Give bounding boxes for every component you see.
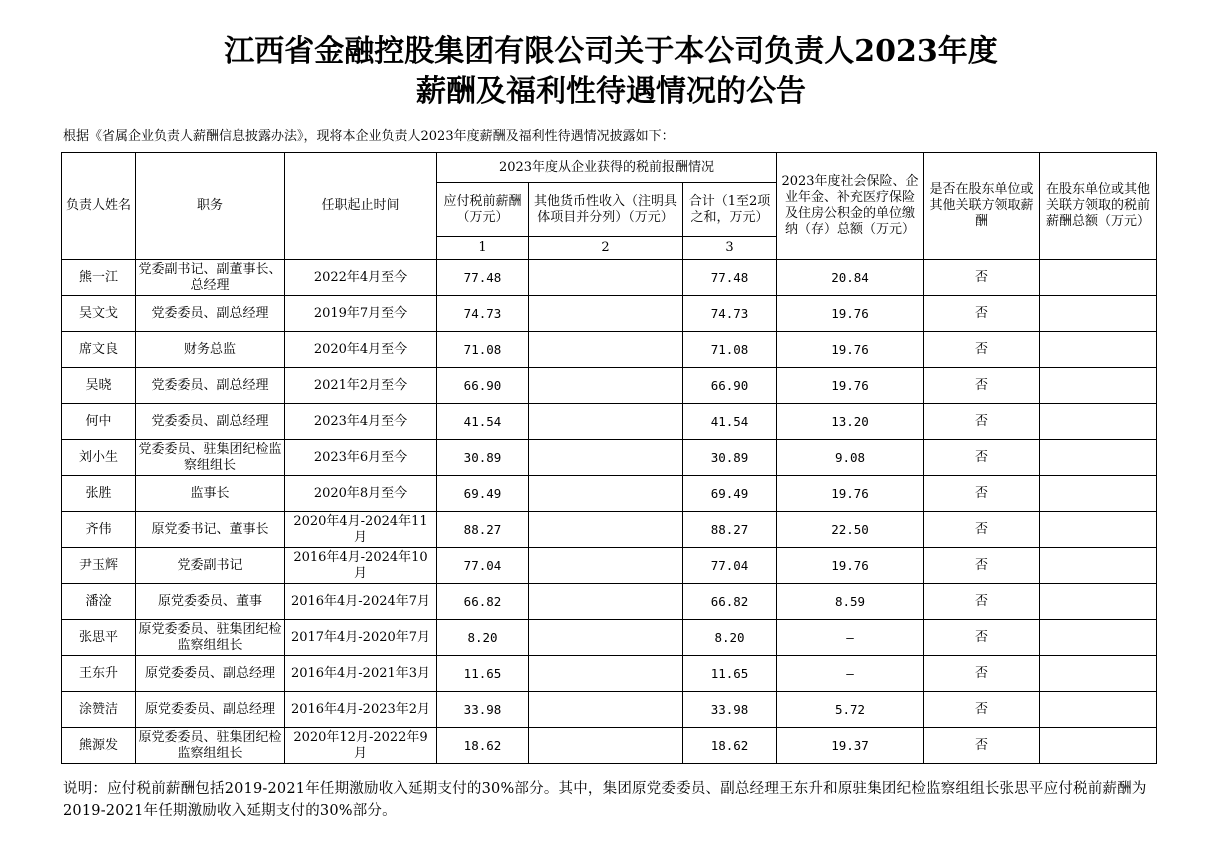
cell-name: 张胜 [62,476,136,512]
cell-term: 2016年4月-2024年10月 [285,548,437,584]
cell-name: 何中 [62,404,136,440]
cell-total: 41.54 [683,404,777,440]
cell-total: 77.04 [683,548,777,584]
cell-insurance: 20.84 [777,260,924,296]
cell-name: 席文良 [62,332,136,368]
cell-term: 2021年2月至今 [285,368,437,404]
cell-salary: 77.48 [437,260,529,296]
table-row [62,440,1157,476]
cell-insurance: 19.76 [777,332,924,368]
header-name: 负责人姓名 [62,153,136,260]
table-row [62,296,1157,332]
cell-insurance: 5.72 [777,692,924,728]
header-position: 职务 [136,153,285,260]
cell-other-income [529,584,683,620]
cell-other-income [529,512,683,548]
cell-term: 2022年4月至今 [285,260,437,296]
cell-other-income [529,332,683,368]
cell-shareholder-amount [1040,404,1157,440]
cell-term: 2016年4月-2023年2月 [285,692,437,728]
cell-salary: 74.73 [437,296,529,332]
cell-name: 齐伟 [62,512,136,548]
cell-position: 党委委员、副总经理 [136,296,285,332]
cell-salary: 33.98 [437,692,529,728]
cell-shareholder-flag: 否 [924,296,1040,332]
cell-position: 财务总监 [136,332,285,368]
cell-salary: 41.54 [437,404,529,440]
cell-term: 2023年6月至今 [285,440,437,476]
cell-position: 原党委委员、副总经理 [136,656,285,692]
cell-position: 原党委书记、董事长 [136,512,285,548]
table-row [62,656,1157,692]
cell-shareholder-amount [1040,692,1157,728]
cell-shareholder-amount [1040,512,1157,548]
header-shareholder-flag: 是否在股东单位或其他关联方领取薪酬 [924,153,1040,260]
cell-shareholder-amount [1040,260,1157,296]
intro-text: 根据《省属企业负责人薪酬信息披露办法》，现将本企业负责人2023年度薪酬及福利性待遇情况披露如下： [63,129,675,144]
cell-other-income [529,296,683,332]
cell-shareholder-flag: 否 [924,404,1040,440]
cell-total: 69.49 [683,476,777,512]
cell-term: 2016年4月-2024年7月 [285,584,437,620]
cell-position: 党委委员、副总经理 [136,368,285,404]
cell-other-income [529,620,683,656]
cell-salary: 30.89 [437,440,529,476]
cell-insurance: – [777,620,924,656]
cell-name: 张思平 [62,620,136,656]
cell-insurance: 19.76 [777,368,924,404]
header-shareholder-amount: 在股东单位或其他关联方领取的税前薪酬总额（万元） [1040,153,1157,260]
table-row [62,404,1157,440]
cell-other-income [529,260,683,296]
cell-shareholder-flag: 否 [924,728,1040,764]
table-row [62,260,1157,296]
cell-other-income [529,656,683,692]
cell-term: 2020年4月-2024年11月 [285,512,437,548]
cell-total: 66.90 [683,368,777,404]
cell-term: 2020年8月至今 [285,476,437,512]
cell-term: 2020年12月-2022年9月 [285,728,437,764]
header-col-number-1: 1 [437,237,529,260]
cell-insurance: 19.76 [777,296,924,332]
cell-shareholder-flag: 否 [924,260,1040,296]
header-total: 合计（1至2项之和，万元） [683,183,777,237]
table-row [62,368,1157,404]
cell-insurance: 19.37 [777,728,924,764]
cell-shareholder-amount [1040,296,1157,332]
cell-name: 吴晓 [62,368,136,404]
cell-position: 党委副书记、副董事长、总经理 [136,260,285,296]
cell-shareholder-amount [1040,548,1157,584]
cell-other-income [529,728,683,764]
header-salary: 应付税前薪酬（万元） [437,183,529,237]
cell-shareholder-flag: 否 [924,512,1040,548]
cell-term: 2020年4月至今 [285,332,437,368]
cell-shareholder-amount [1040,620,1157,656]
cell-shareholder-amount [1040,368,1157,404]
cell-other-income [529,476,683,512]
cell-term: 2019年7月至今 [285,296,437,332]
cell-position: 党委副书记 [136,548,285,584]
cell-name: 熊源发 [62,728,136,764]
cell-salary: 69.49 [437,476,529,512]
cell-total: 71.08 [683,332,777,368]
cell-insurance: 19.76 [777,548,924,584]
cell-total: 11.65 [683,656,777,692]
cell-total: 8.20 [683,620,777,656]
cell-name: 潘淦 [62,584,136,620]
cell-insurance: 9.08 [777,440,924,476]
cell-shareholder-amount [1040,728,1157,764]
cell-total: 66.82 [683,584,777,620]
cell-other-income [529,548,683,584]
cell-shareholder-flag: 否 [924,548,1040,584]
header-col-number-3: 3 [683,237,777,260]
compensation-table [61,152,1157,764]
cell-position: 党委委员、驻集团纪检监察组组长 [136,440,285,476]
cell-shareholder-flag: 否 [924,692,1040,728]
cell-insurance: – [777,656,924,692]
cell-shareholder-amount [1040,656,1157,692]
cell-position: 党委委员、副总经理 [136,404,285,440]
cell-shareholder-amount [1040,440,1157,476]
cell-shareholder-flag: 否 [924,584,1040,620]
cell-name: 刘小生 [62,440,136,476]
cell-shareholder-flag: 否 [924,440,1040,476]
header-term: 任职起止时间 [285,153,437,260]
header-pay-group: 2023年度从企业获得的税前报酬情况 [437,153,777,183]
cell-name: 尹玉辉 [62,548,136,584]
cell-position: 原党委委员、董事 [136,584,285,620]
cell-shareholder-flag: 否 [924,476,1040,512]
cell-insurance: 22.50 [777,512,924,548]
cell-shareholder-amount [1040,476,1157,512]
cell-other-income [529,692,683,728]
table-row [62,728,1157,764]
cell-other-income [529,440,683,476]
cell-salary: 11.65 [437,656,529,692]
table-row [62,584,1157,620]
cell-total: 74.73 [683,296,777,332]
cell-position: 原党委委员、副总经理 [136,692,285,728]
cell-salary: 66.82 [437,584,529,620]
cell-term: 2017年4月-2020年7月 [285,620,437,656]
cell-term: 2023年4月至今 [285,404,437,440]
document-title [0,32,1222,112]
cell-name: 熊一江 [62,260,136,296]
footnote: 说明：应付税前薪酬包括2019-2021年任期激励收入延期支付的30%部分。其中，集团原党委委员、副总经理王东升和原驻集团纪检监察组组长张思平应付税前薪酬为2019-2021年任期激励收入延期支付的30%部分。 [63,781,1147,819]
cell-shareholder-flag: 否 [924,332,1040,368]
title-line-1: 江西省金融控股集团有限公司关于本公司负责人2023年度 [224,34,998,69]
header-insurance: 2023年度社会保险、企业年金、补充医疗保险及住房公积金的单位缴纳（存）总额（万元） [777,153,924,260]
cell-insurance: 8.59 [777,584,924,620]
cell-name: 王东升 [62,656,136,692]
cell-name: 吴文戈 [62,296,136,332]
cell-salary: 18.62 [437,728,529,764]
cell-salary: 77.04 [437,548,529,584]
table-row [62,512,1157,548]
cell-position: 监事长 [136,476,285,512]
cell-total: 30.89 [683,440,777,476]
cell-shareholder-amount [1040,332,1157,368]
cell-salary: 71.08 [437,332,529,368]
cell-other-income [529,404,683,440]
table-row [62,548,1157,584]
cell-shareholder-flag: 否 [924,368,1040,404]
table-row [62,692,1157,728]
header-row-1 [62,153,1157,183]
cell-total: 33.98 [683,692,777,728]
cell-total: 18.62 [683,728,777,764]
cell-shareholder-amount [1040,584,1157,620]
cell-insurance: 19.76 [777,476,924,512]
cell-salary: 66.90 [437,368,529,404]
cell-total: 88.27 [683,512,777,548]
cell-name: 涂赞洁 [62,692,136,728]
table-row [62,620,1157,656]
cell-shareholder-flag: 否 [924,656,1040,692]
table-row [62,476,1157,512]
cell-other-income [529,368,683,404]
header-other-income: 其他货币性收入（注明具体项目并分列）（万元） [529,183,683,237]
title-line-2: 薪酬及福利性待遇情况的公告 [416,74,806,109]
cell-salary: 88.27 [437,512,529,548]
cell-total: 77.48 [683,260,777,296]
header-col-number-2: 2 [529,237,683,260]
table-row [62,332,1157,368]
cell-position: 原党委委员、驻集团纪检监察组组长 [136,728,285,764]
cell-shareholder-flag: 否 [924,620,1040,656]
cell-position: 原党委委员、驻集团纪检监察组组长 [136,620,285,656]
cell-insurance: 13.20 [777,404,924,440]
cell-term: 2016年4月-2021年3月 [285,656,437,692]
cell-salary: 8.20 [437,620,529,656]
